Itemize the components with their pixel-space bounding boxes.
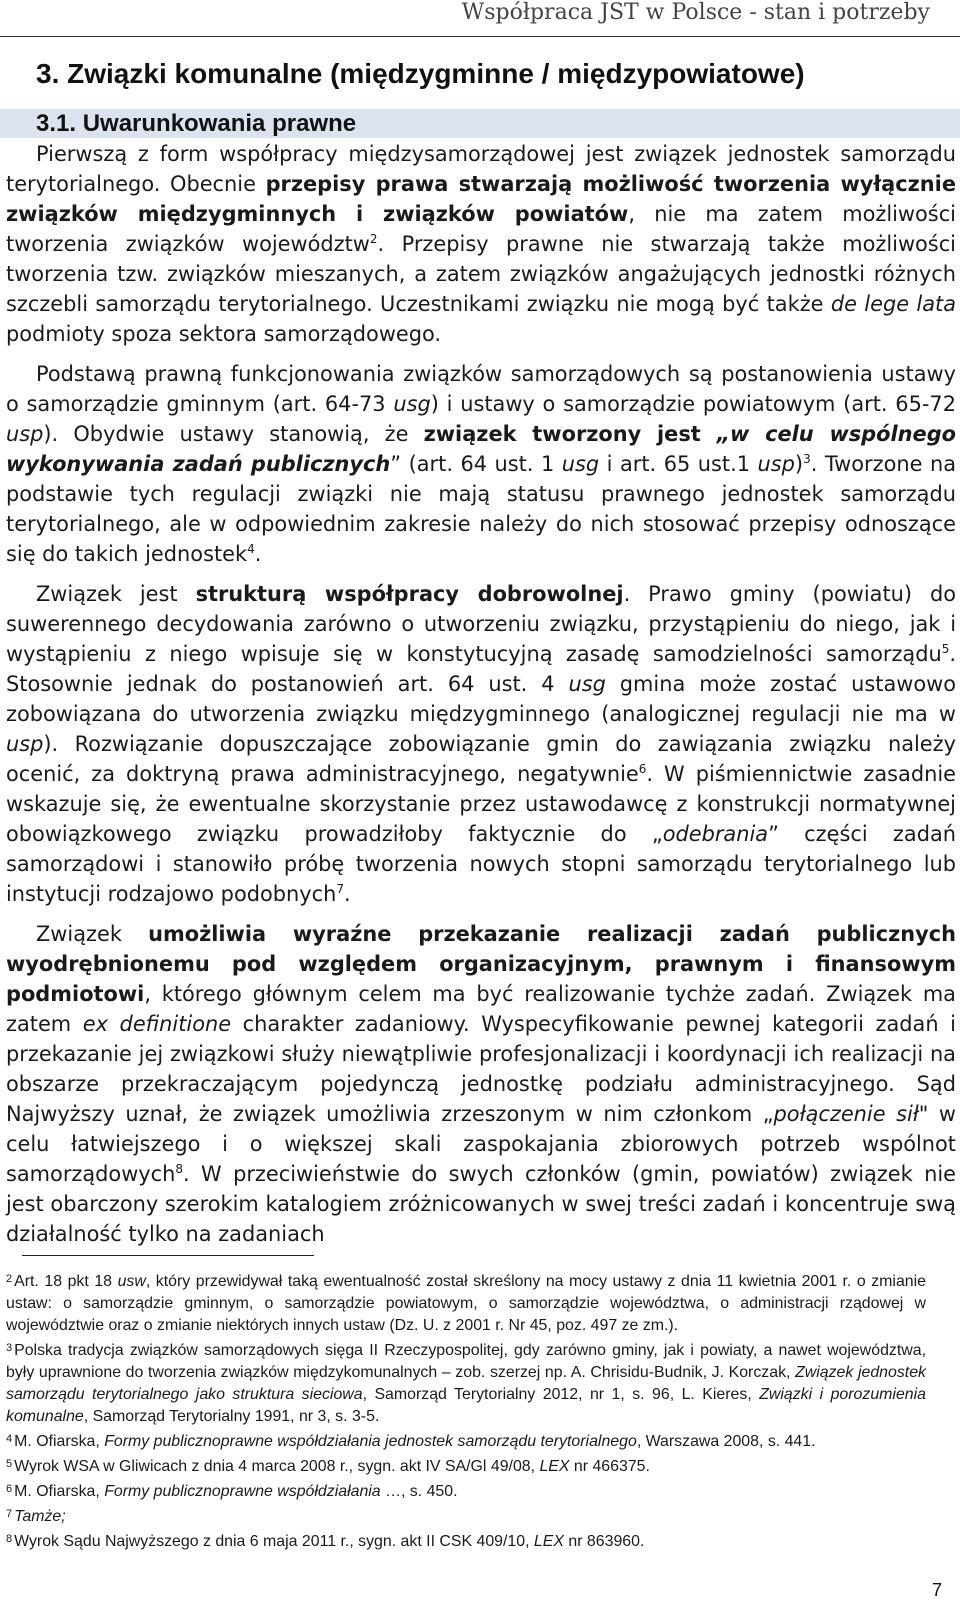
text-run: ). Obydwie ustawy stanowią, że bbox=[43, 422, 424, 446]
text-run: ) i ustawy o samorządzie powiatowym (art. 65-72 bbox=[430, 392, 957, 416]
text-run: Podstawą prawną funkcjonowania związków samorządowych są postanowienia ustawy o samorządzie gminnym (art. 64-73 bbox=[6, 362, 956, 416]
footnote-ref: 3 bbox=[803, 452, 811, 466]
footnote-number: 2 bbox=[6, 1273, 13, 1285]
footnote bbox=[6, 1478, 926, 1503]
page-number: 7 bbox=[931, 1580, 942, 1600]
text-run: , Samorząd Terytorialny 1991, nr 3, s. 3-5. bbox=[83, 1408, 380, 1425]
footnote-number: 4 bbox=[6, 1433, 13, 1445]
footnote-ref: 7 bbox=[336, 882, 344, 896]
text-run: i art. 65 ust.1 bbox=[599, 452, 758, 476]
text-run: usg bbox=[568, 672, 606, 696]
text-run: . Tworzone na podstawie tych regulacji związki nie mają statusu prawnego jednostek samorządu terytorialnego, ale w odpowiednim zakresie należy do nich stosować przepisy odnoszące się do takich jednostek bbox=[6, 452, 956, 566]
text-run: , Warszawa 2008, s. 441. bbox=[636, 1433, 816, 1450]
paragraph bbox=[6, 139, 956, 349]
text-run: Związek jest bbox=[36, 582, 196, 606]
text-run: Związki i porozumienia komunalne bbox=[6, 1386, 926, 1425]
text-run: „w celu wspólnego wykonywania zadań publicznych bbox=[6, 422, 957, 476]
text-run: M. Ofiarska, bbox=[14, 1483, 105, 1500]
text-run: gmina może zostać ustawowo zobowiązana do utworzenia związku międzygminnego (analogicznej regulacji nie ma w bbox=[6, 672, 956, 726]
text-run: M. Ofiarska, bbox=[14, 1433, 105, 1450]
footnote bbox=[6, 1337, 926, 1428]
footnote-ref: 5 bbox=[941, 642, 950, 656]
text-run: . W piśmiennictwie zasadnie wskazuje się, że ewentualne skorzystanie przez ustawodawcę z konstrukcji normatywnej obowiązkowego związku prowadziłoby faktycznie do „ bbox=[6, 762, 956, 846]
footnote-number: 5 bbox=[6, 1458, 13, 1470]
text-run: Polska tradycja związków samorządowych sięga II Rzeczypospolitej, gdy zarówno gminy, jak i powiaty, a nawet województwa, były uprawnione do tworzenia związków międzykomunalnych – zob. szerzej np. A. Chrisidu-Budnik, J. Korczak, bbox=[6, 1342, 926, 1381]
text-run: . Prawo gminy (powiatu) do suwerennego decydowania zarówno o utworzeniu związku, przystąpieniu do niego, jak i wystąpieniu z niego wpisuje się w konstytucyjną zasadę samodzielności samorządu bbox=[6, 582, 957, 666]
chapter-title: 3. Związki komunalne (międzygminne / międzypowiatowe) bbox=[36, 58, 805, 89]
text-run: Formy publicznoprawne współdziałania bbox=[104, 1483, 381, 1500]
footnote-ref: 4 bbox=[247, 542, 255, 556]
text-run: Wyrok Sądu Najwyższego z dnia 6 maja 2011 r., sygn. akt II CSK 409/10, bbox=[14, 1533, 534, 1550]
text-run: , którego głównym celem ma być realizowanie tychże zadań. Związek ma zatem bbox=[6, 982, 956, 1036]
text-run: związek tworzony jest bbox=[423, 422, 717, 446]
text-run: LEX bbox=[533, 1533, 564, 1550]
footnote bbox=[6, 1528, 926, 1553]
text-run: nr 863960. bbox=[563, 1533, 645, 1550]
text-run: . W przeciwieństwie do swych członków (gmin, powiatów) związek nie jest obarczony szerokim katalogiem zróżnicowanych w swej treści zadań i koncentruje swą działalność tylko na zadaniach bbox=[6, 1162, 956, 1246]
text-run: usw bbox=[117, 1273, 146, 1290]
text-run: strukturą współpracy dobrowolnej bbox=[195, 582, 624, 606]
footnote-ref: 2 bbox=[369, 232, 378, 246]
text-run: ). Rozwiązanie dopuszczające zobowiązanie gmin do zawiązania związku należy ocenić, za doktryną prawa administracyjnego, negatywnie bbox=[6, 732, 956, 786]
text-run: LEX bbox=[539, 1458, 570, 1475]
footnote-number: 3 bbox=[6, 1342, 13, 1354]
text-run: ” części zadań samorządowi i stanowiło próbę tworzenia nowych stopni samorządu terytorialnego lub instytucji rodzajowo podobnych bbox=[6, 822, 956, 906]
footnote bbox=[6, 1428, 926, 1453]
footnote bbox=[6, 1503, 926, 1528]
text-run: ) bbox=[794, 452, 804, 476]
text-run: Związek jednostek samorządu terytorialnego jako struktura sieciowa bbox=[6, 1364, 926, 1403]
running-header bbox=[0, 0, 960, 37]
text-run: usp bbox=[6, 732, 44, 756]
text-run: Art. 18 pkt 18 bbox=[14, 1273, 118, 1290]
text-run: Tamże; bbox=[14, 1508, 66, 1525]
text-run: Pierwszą z form współpracy międzysamorządowej jest związek jednostek samorządu terytorialnego. Obecnie bbox=[6, 142, 956, 196]
text-run: ” (art. 64 ust. 1 bbox=[390, 452, 562, 476]
body-text bbox=[6, 139, 956, 1259]
text-run: charakter zadaniowy. Wyspecyfikowanie pewnej kategorii zadań i przekazanie jej związkowi służy niewątpliwie profesjonalizacji i koordynacji ich realizacji na obszarze przekraczającym pojedynczą jednostkę podziału administracyjnego. Sąd Najwyższy uznał, że związek umożliwia zrzeszonym w nim członkom „ bbox=[6, 1012, 956, 1126]
text-run: Związek bbox=[36, 922, 149, 946]
footnote-number: 8 bbox=[6, 1533, 13, 1545]
text-run: usg bbox=[393, 392, 431, 416]
text-run: usp bbox=[6, 422, 44, 446]
text-run: ex definitione bbox=[82, 1012, 232, 1036]
text-run: . bbox=[344, 882, 351, 906]
header-title: Współpraca JST w Polsce - stan i potrzeby bbox=[461, 0, 930, 25]
text-run: de lege lata bbox=[830, 292, 956, 316]
section-title: 3.1. Uwarunkowania prawne bbox=[36, 110, 357, 137]
footnote-number: 6 bbox=[6, 1483, 13, 1495]
text-run: " w celu łatwiejszego i o większej skali zaspokajania zbiorowych potrzeb wspólnot samorządowych bbox=[6, 1102, 956, 1186]
text-run: przepisy prawa stwarzają możliwość tworzenia wyłącznie związków międzygminnych i związków powiatów bbox=[6, 172, 956, 226]
text-run: usp bbox=[757, 452, 795, 476]
footnote bbox=[6, 1268, 926, 1337]
text-run: połączenie sił bbox=[773, 1102, 919, 1126]
text-run: Formy publicznoprawne współdziałania jednostek samorządu terytorialnego bbox=[104, 1433, 637, 1450]
footnote bbox=[6, 1453, 926, 1478]
paragraph bbox=[6, 919, 956, 1249]
footnote-ref: 6 bbox=[638, 762, 647, 776]
footnote-number: 7 bbox=[6, 1508, 13, 1520]
text-run: usg bbox=[561, 452, 600, 476]
text-run: . Przepisy prawne nie stwarzają także możliwości tworzenia tzw. związków mieszanych, a zatem związków angażujących jednostki różnych szczebli samorządu terytorialnego. Uczestnikami związku nie mogą być także bbox=[6, 232, 956, 316]
text-run: …, s. 450. bbox=[380, 1483, 458, 1500]
text-run: . bbox=[254, 542, 262, 566]
paragraph bbox=[6, 579, 956, 909]
paragraph bbox=[6, 359, 956, 569]
text-run: nr 466375. bbox=[569, 1458, 650, 1475]
text-run: odebrania bbox=[662, 822, 769, 846]
text-run: , nie ma zatem możliwości tworzenia związków województw bbox=[6, 202, 956, 256]
footnote-separator bbox=[22, 1255, 314, 1256]
footnote-ref: 8 bbox=[175, 1162, 184, 1176]
text-run: , który przewidywał taką ewentualność został skreślony na mocy ustawy z dnia 11 kwietnia 2001 r. o zmianie ustaw: o samorządzie gminnym, o samorządzie powiatowym, o samorządzie województwa, o administracji rządowej w województwie oraz o zmianie niektórych innych ustaw (Dz. U. z 2001 r. Nr 45, poz. 497 ze zm.). bbox=[6, 1273, 926, 1334]
text-run: . Stosownie jednak do postanowień art. 64 ust. 4 bbox=[6, 642, 956, 696]
text-run: podmioty spoza sektora samorządowego. bbox=[6, 322, 442, 346]
text-run: , Samorząd Terytorialny 2012, nr 1, s. 96, L. Kieres, bbox=[362, 1386, 760, 1403]
text-run: umożliwia wyraźne przekazanie realizacji zadań publicznych wyodrębnionemu pod względem organizacyjnym, prawnym i finansowym podmiotowi bbox=[6, 922, 956, 1006]
text-run: Wyrok WSA w Gliwicach z dnia 4 marca 2008 r., sygn. akt IV SA/Gl 49/08, bbox=[14, 1458, 540, 1475]
footnotes bbox=[6, 1268, 926, 1553]
